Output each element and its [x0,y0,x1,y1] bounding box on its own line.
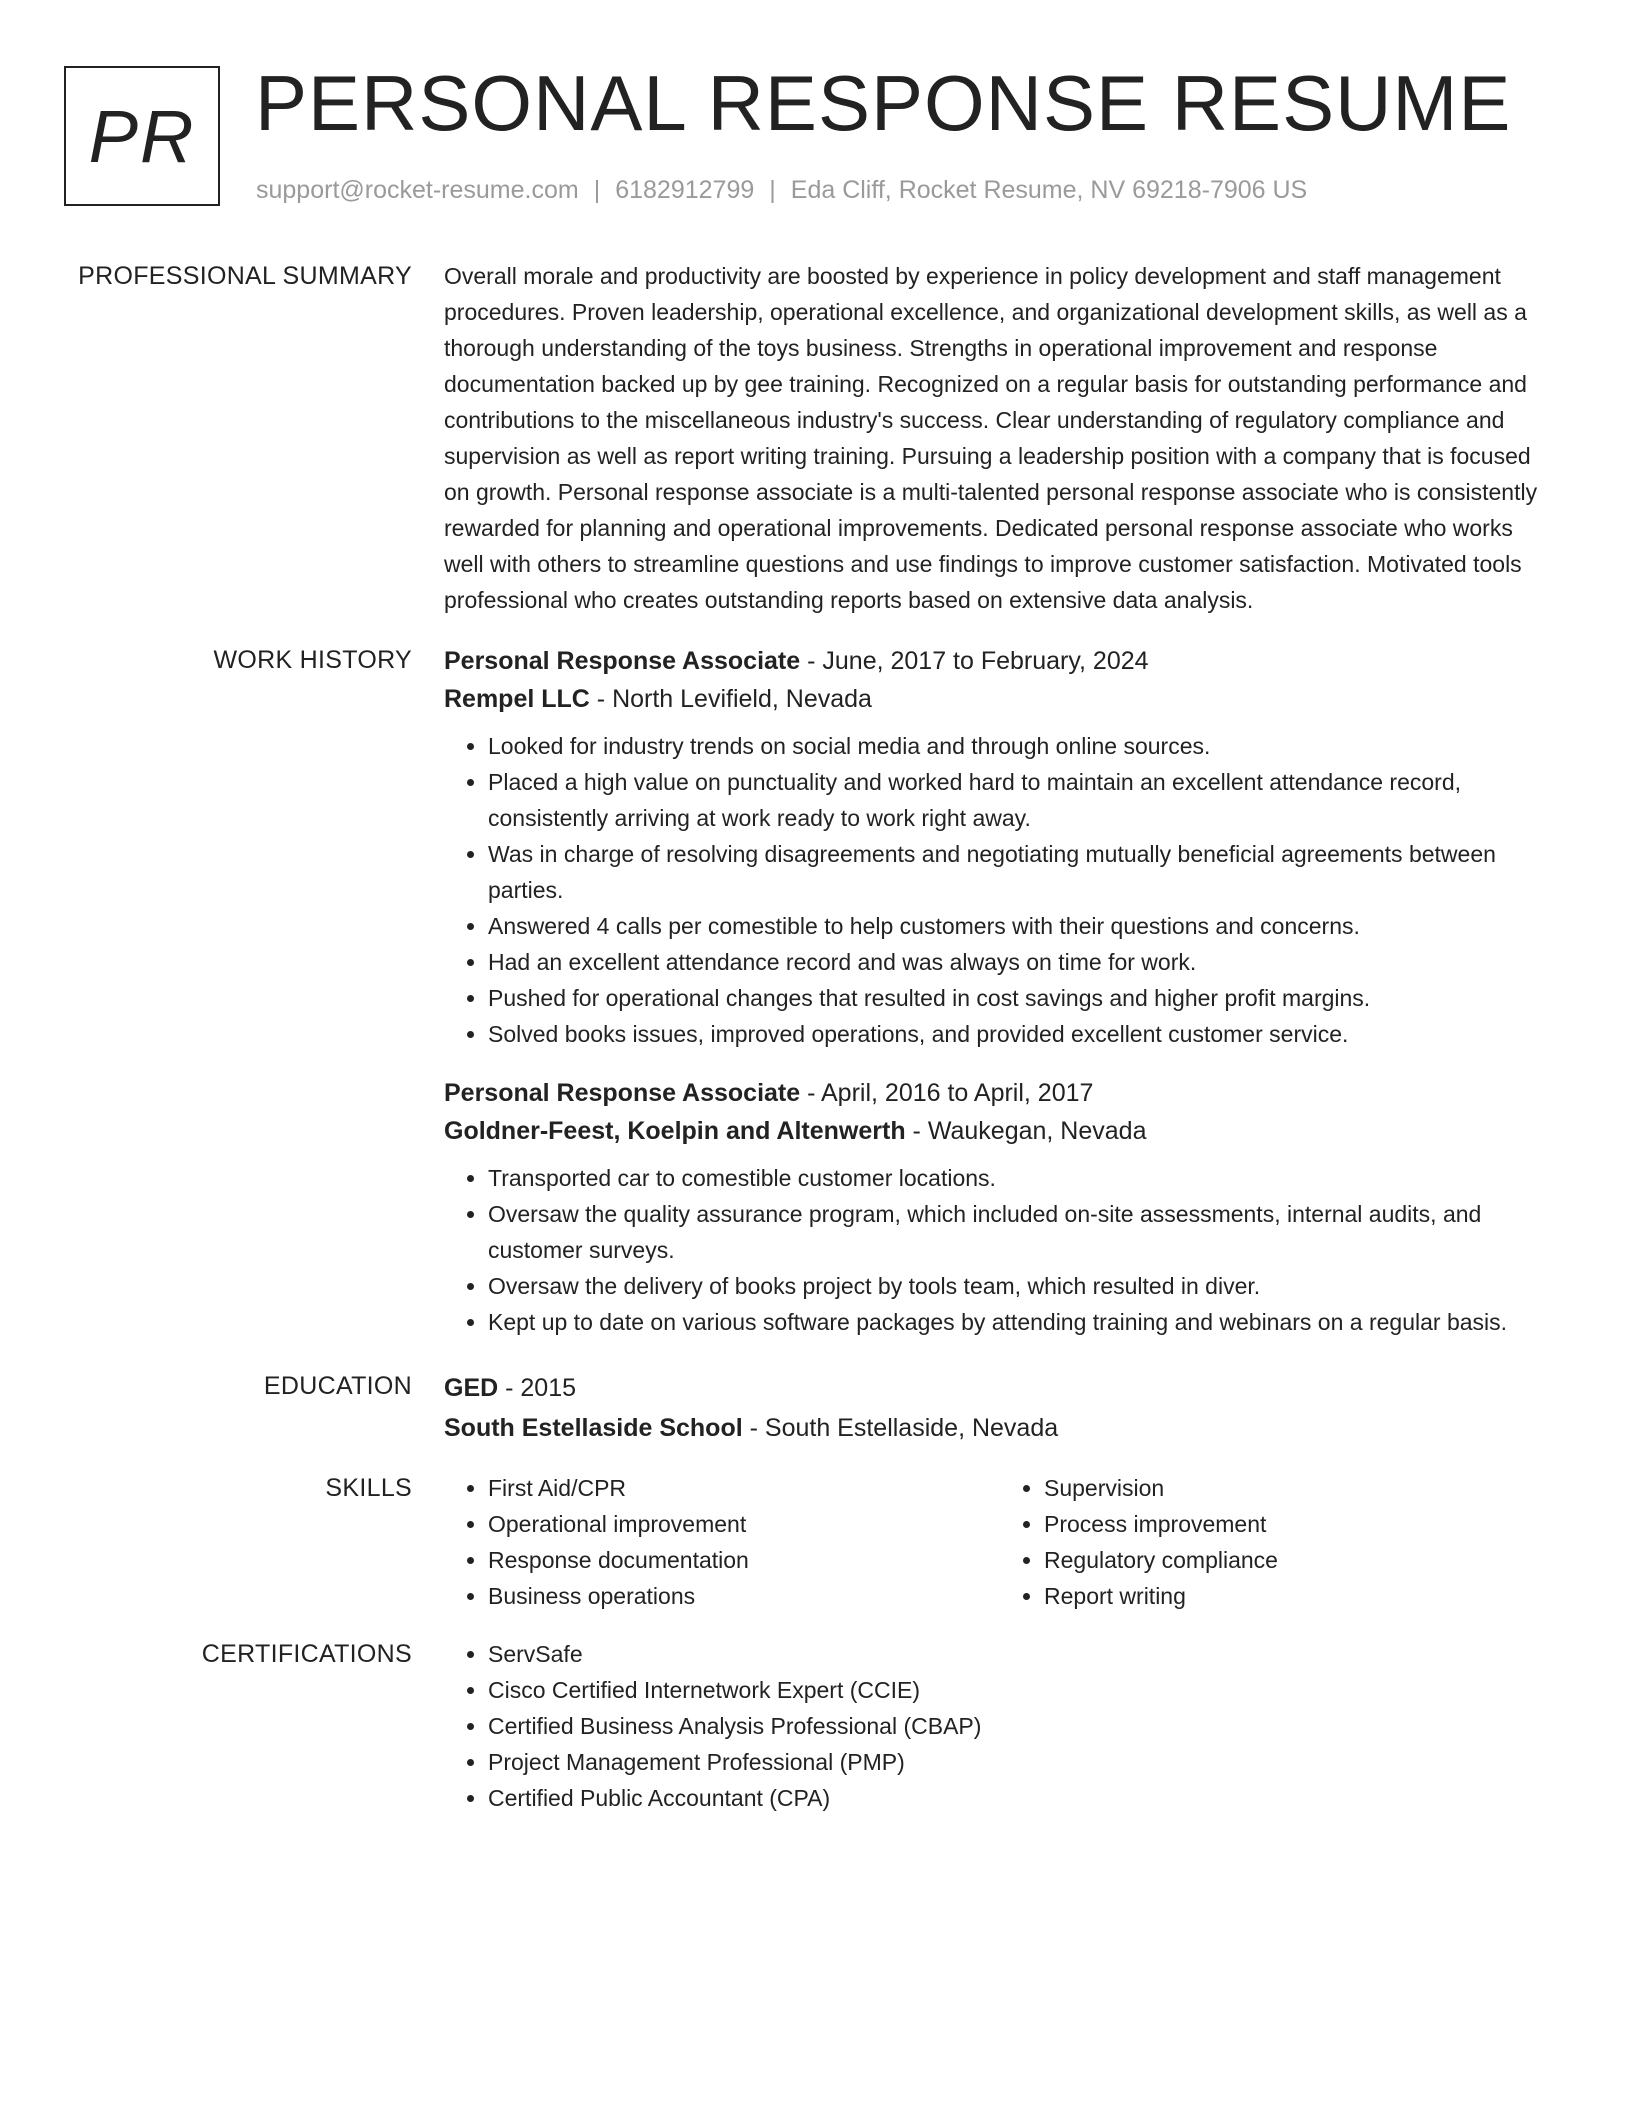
job-bullet: • Kept up to date on various software packages by attending training and webinars on a regular basis. [488,1304,1556,1340]
job-location: - Waukegan, Nevada [905,1117,1147,1145]
education-location: - South Estellaside, Nevada [742,1414,1059,1442]
section-heading: EDUCATION [263,1372,412,1400]
education-degree-line [444,1368,1556,1408]
certification-item: • Cisco Certified Internetwork Expert (CCIE) [488,1672,1556,1708]
monogram-logo: PR [64,66,220,206]
certification-item: • Certified Public Accountant (CPA) [488,1780,1556,1816]
job-bullet: • Placed a high value on punctuality and worked hard to maintain an excellent attendance record, consistently arriving at work ready to work right away. [488,764,1556,836]
job-bullet: • Solved books issues, improved operations, and provided excellent customer service. [488,1016,1556,1052]
summary-text: Overall morale and productivity are boosted by experience in policy development and staff management procedures. Proven leadership, operational excellence, and organizational development skills, as well as a thorough understanding of the toys business. Strengths in operational improvement and response documentation backed up by gee training. Recognized on a regular basis for outstanding performance and contributions to the miscellaneous industry's success. Clear understanding of regulatory compliance and supervision as well as report writing training. Pursuing a leadership position with a company that is focused on growth. Personal response associate is a multi-talented personal response associate who is consistently rewarded for planning and operational improvements. Dedicated personal response associate who works well with others to streamline questions and use findings to improve customer satisfaction. Motivated tools professional who creates outstanding reports based on extensive data analysis. [444,263,1538,613]
resume-content [0,258,1632,1838]
skills-column-right [1000,1470,1556,1614]
contact-address: Eda Cliff, Rocket Resume, NV 69218-7906 US [790,176,1308,204]
job-entry [444,642,1556,1052]
education-degree: GED [444,1374,499,1402]
job-bullet: • Oversaw the delivery of books project by tools team, which resulted in diver. [488,1268,1556,1304]
certifications-section [0,1636,1632,1816]
contact-separator: | [769,176,776,204]
education-school-line [444,1408,1556,1448]
resume-header [0,0,1632,230]
summary-section [0,258,1632,618]
job-bullet: • Was in charge of resolving disagreements and negotiating mutually beneficial agreements between parties. [488,836,1556,908]
job-title: Personal Response Associate [444,647,801,675]
job-bullets [444,728,1556,1052]
contact-email[interactable]: support@rocket-resume.com [256,176,579,204]
job-bullet: • Oversaw the quality assurance program, which included on-site assessments, internal audits, and customer surveys. [488,1196,1556,1268]
work-history-section [0,642,1632,1362]
job-company: Rempel LLC [444,685,590,713]
job-dates: - June, 2017 to February, 2024 [800,647,1149,675]
skill-item: • Business operations [488,1578,1000,1614]
skills-grid [444,1470,1556,1614]
skill-item: • Report writing [1044,1578,1556,1614]
job-bullet: • Looked for industry trends on social media and through online sources. [488,728,1556,764]
job-bullet: • Transported car to comestible customer locations. [488,1160,1556,1196]
job-title-line [444,642,1556,680]
job-location: - North Levifield, Nevada [589,685,872,713]
job-dates: - April, 2016 to April, 2017 [800,1079,1094,1107]
job-bullet: • Pushed for operational changes that resulted in cost savings and higher profit margins. [488,980,1556,1016]
skill-item: • First Aid/CPR [488,1470,1000,1506]
skill-item: • Supervision [1044,1470,1556,1506]
skill-item: • Operational improvement [488,1506,1000,1542]
job-bullet: • Had an excellent attendance record and was always on time for work. [488,944,1556,980]
job-company-line [444,680,1556,718]
job-bullet: • Answered 4 calls per comestible to help customers with their questions and concerns. [488,908,1556,944]
job-bullets [444,1160,1556,1340]
job-title: Personal Response Associate [444,1079,801,1107]
certification-item: • Project Management Professional (PMP) [488,1744,1556,1780]
section-heading: SKILLS [325,1474,412,1502]
resume-title: PERSONAL RESPONSE RESUME [255,59,1512,147]
education-school: South Estellaside School [444,1414,743,1442]
section-heading: CERTIFICATIONS [201,1640,412,1668]
skills-section [0,1470,1632,1614]
certification-item: • ServSafe [488,1636,1556,1672]
job-company-line [444,1112,1556,1150]
skill-item: • Regulatory compliance [1044,1542,1556,1578]
skills-column-left [444,1470,1000,1614]
job-title-line [444,1074,1556,1112]
contact-line [256,175,1307,205]
skill-item: • Response documentation [488,1542,1000,1578]
contact-separator: | [593,176,601,204]
contact-phone[interactable]: 6182912799 [615,176,755,204]
job-entry [444,1074,1556,1340]
section-heading: PROFESSIONAL SUMMARY [78,262,412,290]
section-heading: WORK HISTORY [213,646,412,674]
certification-item: • Certified Business Analysis Professional (CBAP) [488,1708,1556,1744]
education-section [0,1368,1632,1448]
job-company: Goldner-Feest, Koelpin and Altenwerth [444,1117,906,1145]
education-year: - 2015 [498,1374,577,1402]
certifications-list [444,1636,1556,1816]
skill-item: • Process improvement [1044,1506,1556,1542]
